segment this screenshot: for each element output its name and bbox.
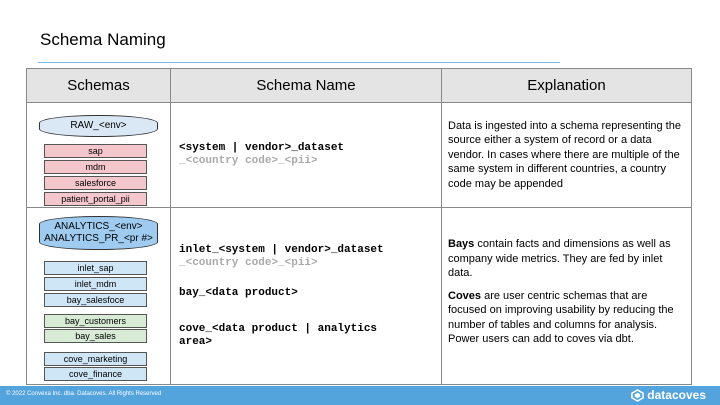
analytics-pr-database-label: ANALYTICS_PR_<pr #> (44, 233, 153, 244)
raw-row (27, 103, 692, 208)
title-underline (38, 62, 560, 63)
cove-name-pattern-line1: cove_<data product | analytics (179, 322, 378, 335)
analytics-schema-name-cell (171, 208, 442, 385)
header-schemas: Schemas (27, 69, 171, 103)
schema-inlet-sap: inlet_sap (44, 261, 147, 275)
schema-inlet-mdm: inlet_mdm (44, 277, 147, 291)
coves-term: Coves (448, 289, 482, 302)
raw-schema-sap: sap (44, 144, 147, 158)
raw-schema-mdm: mdm (44, 160, 147, 174)
raw-explanation-cell (442, 103, 692, 208)
inlet-name-pattern: inlet_<system | vendor>_dataset (179, 243, 384, 256)
raw-schema-patient-portal-pii: patient_portal_pii (44, 192, 147, 206)
bays-term: Bays (448, 238, 475, 251)
raw-schema-name-cell (171, 103, 442, 208)
bays-explanation (448, 237, 685, 281)
raw-name-optional: _<country code>_<pii> (179, 155, 318, 167)
datacoves-logo (631, 388, 706, 402)
analytics-row (27, 208, 692, 385)
raw-database-label: RAW_<env> (70, 120, 127, 131)
footer-copyright: © 2022 Convexa Inc. dba. Datacoves. All Rights Reserved (6, 391, 162, 397)
schema-cove-finance: cove_finance (44, 367, 147, 381)
schema-naming-table (26, 68, 692, 385)
coves-text: are user centric schemas that are focused on improving usability by reducing the number of tables and columns for analysis. Power users can add to coves via dbt. (448, 289, 674, 346)
raw-name-pattern: <system | vendor>_dataset (179, 142, 345, 154)
analytics-schemas-cell (27, 208, 171, 385)
bay-name-pattern: bay_<data product> (179, 286, 298, 299)
raw-schemas-cell (27, 103, 171, 208)
footer-bar (0, 386, 720, 405)
schema-cove-marketing: cove_marketing (44, 352, 147, 366)
analytics-database-cylinder (39, 216, 158, 250)
analytics-explanation-cell (442, 208, 692, 385)
schema-bay-sales: bay_sales (44, 329, 147, 343)
header-explanation: Explanation (442, 69, 692, 103)
table-header-row (27, 69, 692, 103)
schema-bay-customers: bay_customers (44, 314, 147, 328)
header-schema-name: Schema Name (171, 69, 442, 103)
inlet-name-optional: _<country code>_<pii> (179, 256, 318, 269)
datacoves-logo-icon (631, 389, 644, 402)
bays-text: contain facts and dimensions as well as company wide metrics. They are fed by inlet data. (448, 238, 671, 280)
raw-database-cylinder (39, 115, 158, 137)
cove-name-pattern-line2: area> (179, 335, 213, 348)
analytics-database-label: ANALYTICS_<env> (54, 221, 143, 232)
raw-schema-salesforce: salesforce (44, 176, 147, 190)
raw-explanation: Data is ingested into a schema representing the source either a system of record or a data vendor. In cases where there are multiple of the same system in different countries, a country code may be appended (448, 119, 681, 190)
coves-explanation (448, 289, 685, 347)
schema-bay-salesfoce: bay_salesfoce (44, 293, 147, 307)
slide-title: Schema Naming (40, 30, 166, 49)
datacoves-logo-text: datacoves (647, 388, 706, 402)
